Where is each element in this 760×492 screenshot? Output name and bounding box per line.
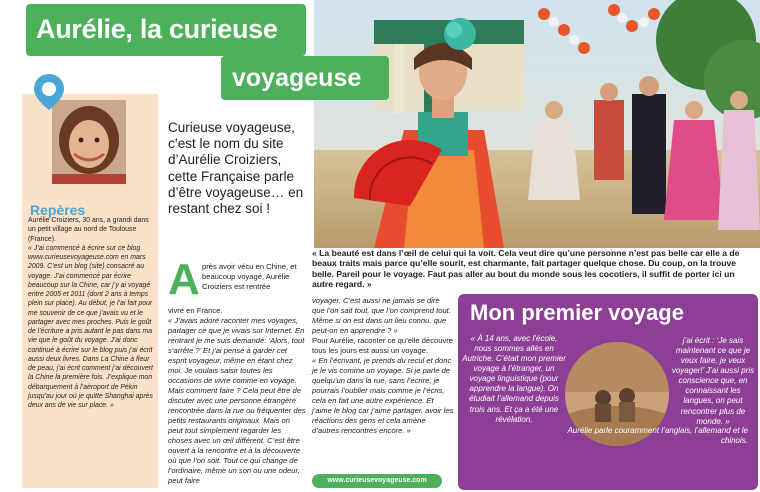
reperes-title: Repères: [30, 202, 86, 218]
photo-caption: « La beauté est dans l’œil de celui qui la voit. Cela veut dire qu’une personne n’est pas belle car elle a de beaux traits mais parce qu’elle sourit, est charmante, fait partager quelque chose. Du coup, on la trouve belle. Pareil pour le voyage. Faut pas aller au bout du monde sous les cocotiers, il suffit de porter ici un autre regard. »: [312, 248, 740, 290]
intro-text: Curieuse voyageuse, c’est le nom du site d’Aurélie Croiziers, cette Française parle d’être voyageuse… en restant chez soi !: [168, 120, 304, 216]
article-col1-rest: vivre en France.: [168, 306, 223, 315]
reperes-text: [28, 216, 154, 410]
reperes-intro: Aurélie Croiziers, 30 ans, a grandi dans un petit village au nord de Toulouse (France).: [28, 217, 149, 243]
article-col2: [312, 296, 454, 436]
article-col2-text: Pour Aurélie, raconter ce qu’elle découvre tous les jours est aussi un voyage.: [312, 336, 453, 356]
article-lead: près avoir vécu en Chine, et beaucoup voyagé, Aurélie Croiziers est rentrée: [202, 262, 297, 292]
drop-cap: A: [168, 255, 200, 304]
article-col2-quote2: « En l’écrivant, je prends du recul et donc je le vis comme un voyage. Si je parle de quelqu’un dans la rue, sans l’écrire, je pourrais l’oublier mais comme je l’écris, cela en fait une autre expérience. Et j’aime le blog car j’aime partager, avoir les réactions des gens et cela amène d’autres rencontres encore. »: [312, 356, 454, 436]
premier-voyage-right-text: j’ai écrit : ‘Je sais maintenant ce que je veux faire, je veux voyager!’ J’ai aussi pris conscience que, en connaissant les langues, on peut rencontrer plus de monde. »: [671, 336, 755, 426]
article-col2-quote: voyager. C’est aussi ne jamais se dire que l’on sait tout, que l’on comprend tout. Même si on est dans un lieu connu, que peut-on en apprendre ? »: [312, 296, 451, 336]
article-col1: [168, 306, 306, 486]
reperes-quote: « J’ai commencé à écrire sur ce blog www.curieusevoyageuse.com en mars 2009. C’est un blog (site) consacré au voyage. J’ai commencé par écrire beaucoup sur la Chine, car j’y ai voyagé entre 2005 et 2011 (dont 2 ans à temps plein sur place). Au début, je l’ai fait pour me souvenir de ce que j’avais vu et le partager avec mes proches. Puis le goût de l’écriture a pris autant le pas dans ma vie que le goût du voyage. J’ai donc continué à écrire sur le blog puis j’ai écrit aussi deux livres. Dans La Chine à fleur de peau, j’ai écrit comment j’ai découvert la Chine la première fois. J’explique mon débarquement à l’aéroport de Pékin jusqu’au jour où je quitte Shanghai après deux ans de vie sur place. »: [28, 244, 153, 409]
page-title-line2: voyageuse: [232, 64, 362, 92]
location-pin-icon: [32, 72, 66, 117]
article-col1-quote: « J’avais adoré raconter mes voyages, partager ce que je vivais sur Internet. En rentrant je me suis demandé: ‘Alors, tout s’arrête ?’ Et j’ai pensé à garder cet esprit voyageur, même en étant chez moi. Je voulais saisir toutes les occasions de vivre comme en voyage. Mais comment faire ? Cela peut être de discuter avec une personne étrangère rencontrée dans la rue ou fréquenter des petits restaurants originaux. Mais on peut tout simplement regarder les choses avec un œil différent. C’est être ouvert à la rencontre et à la découverte où que l’on soit. Tout ce qui change de l’ordinaire, même un son ou une odeur, peut faire: [168, 316, 306, 486]
premier-voyage-title: Mon premier voyage: [470, 300, 684, 325]
blog-url-link[interactable]: www.curieusevoyageuse.com: [312, 474, 442, 488]
page-title: Aurélie, la curieuse: [36, 14, 278, 44]
premier-voyage-left-text: « À 14 ans, avec l’école, nous sommes allés en Autriche. C’était mon premier voyage à l’étranger, un voyage linguistique (pour apprendre la langue). On étudiait l’allemand depuis trois ans. Et ça a été une révélation,: [462, 334, 566, 424]
fair-photo: [314, 0, 760, 248]
premier-voyage-bottom-text: Aurélie parle couramment l’anglais, l’allemand et le chinois.: [567, 426, 748, 446]
